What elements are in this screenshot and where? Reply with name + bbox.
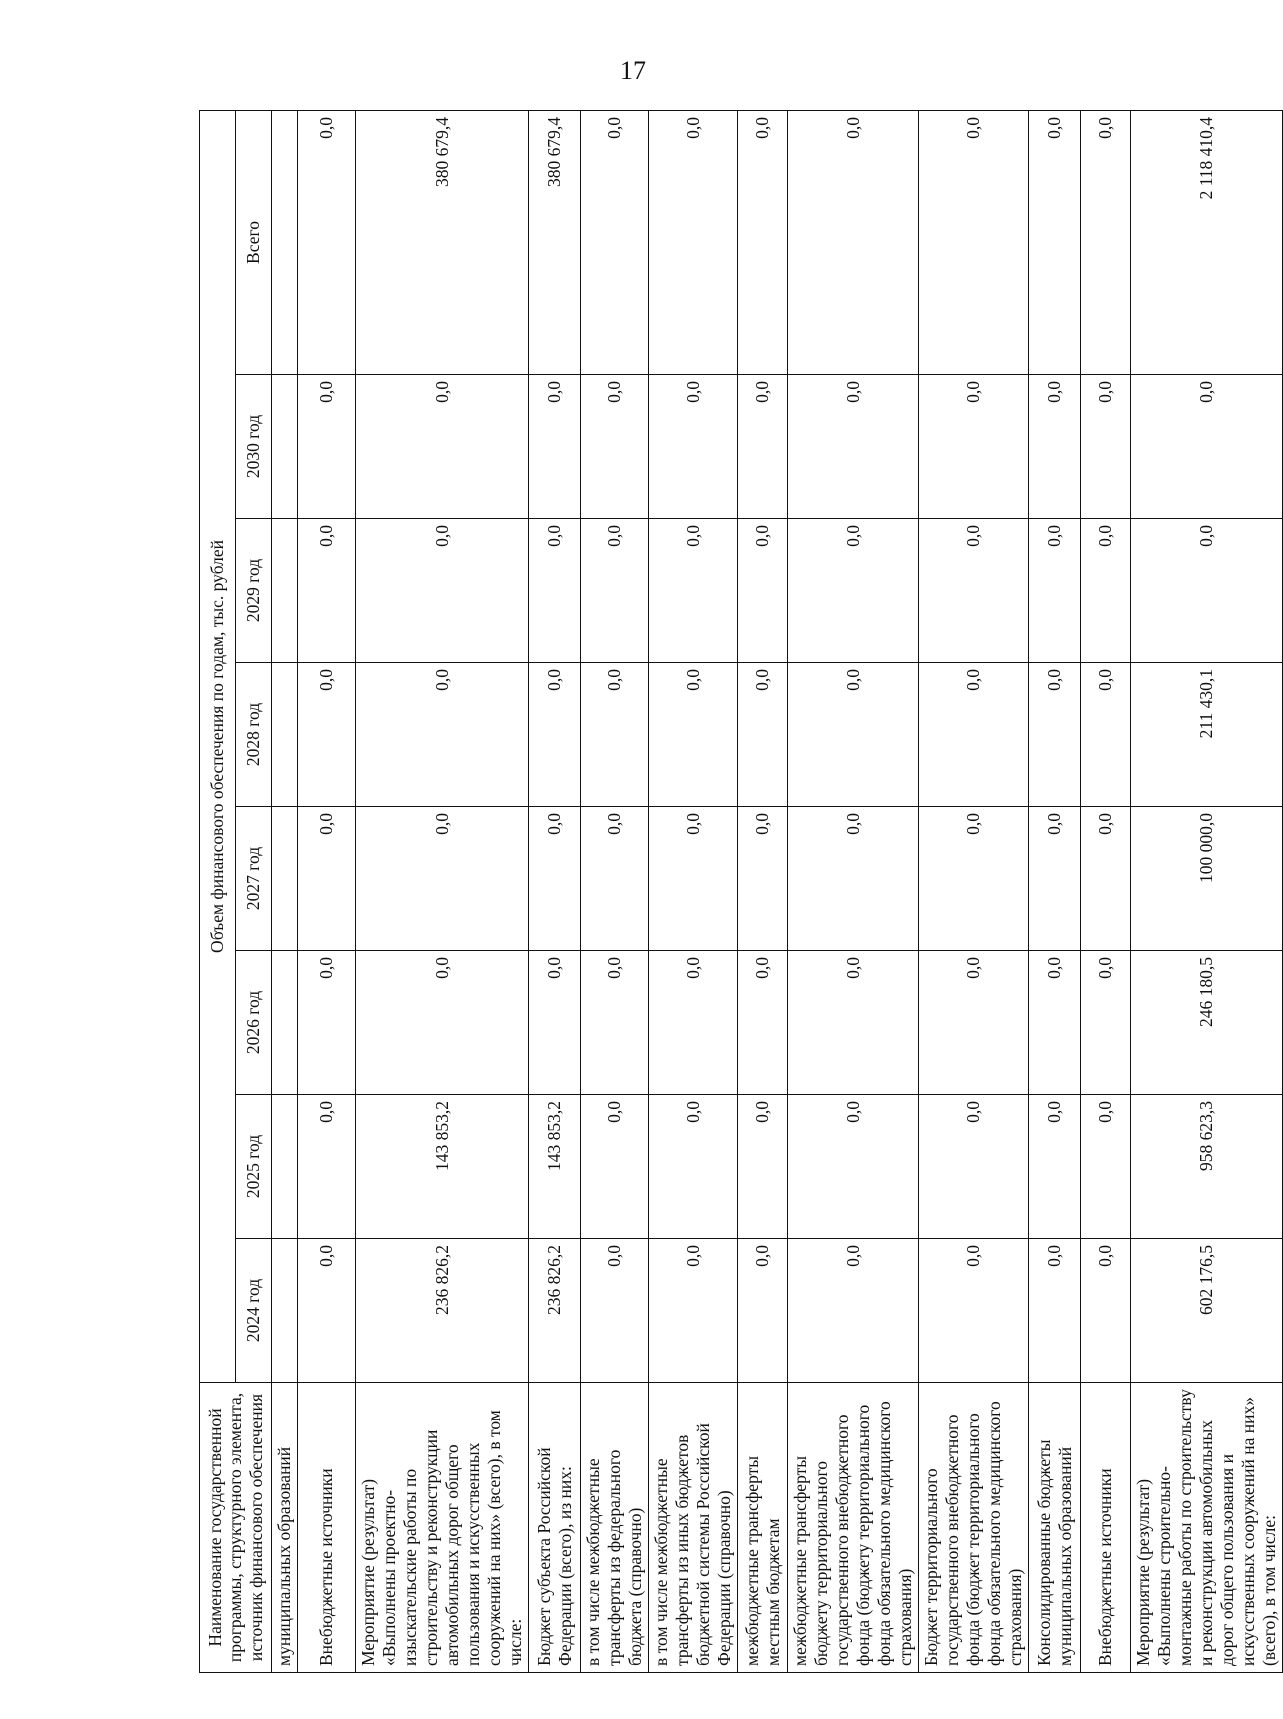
cell-value: 0,0 [1081, 807, 1131, 951]
cell-value: 0,0 [1029, 951, 1081, 1095]
table-row [919, 110, 1029, 1672]
cell-value: 211 430,1 [1131, 663, 1283, 807]
table-row [1029, 110, 1081, 1672]
cell-value: 0,0 [1029, 519, 1081, 663]
table-row [788, 110, 919, 1672]
cell-value: 602 176,5 [1131, 1239, 1283, 1383]
cell-value: 0,0 [788, 807, 919, 951]
header-name: Наименование государственной программы, структурного элемента, источник финансового обеспечения [200, 1383, 272, 1673]
cell-value: 0,0 [1131, 375, 1283, 519]
cell-value: 0,0 [738, 1239, 788, 1383]
cell-value: 0,0 [298, 663, 356, 807]
cell-value: 0,0 [919, 951, 1029, 1095]
cell-value: 0,0 [1081, 663, 1131, 807]
cell-value: 0,0 [356, 951, 529, 1095]
cell-value: 0,0 [298, 1239, 356, 1383]
cell-total: 0,0 [788, 110, 919, 374]
cell-value: 143 853,2 [356, 1095, 529, 1239]
cell-value: 0,0 [356, 807, 529, 951]
cell-value: 0,0 [738, 951, 788, 1095]
cell-value: 0,0 [649, 663, 738, 807]
cell-total: 2 118 410,4 [1131, 110, 1283, 374]
cell-total: 0,0 [581, 110, 649, 374]
cell-total: 380 679,4 [529, 110, 581, 374]
cell-value: 0,0 [649, 951, 738, 1095]
cell-value: 0,0 [581, 807, 649, 951]
cell-value: 0,0 [529, 375, 581, 519]
row-label: межбюджетные трансферты местным бюджетам [738, 1383, 788, 1673]
cell-value: 0,0 [1029, 1239, 1081, 1383]
cell-value [272, 951, 298, 1095]
header-row-group [200, 110, 236, 1672]
row-label: межбюджетные трансферты бюджету территориального государственного внебюджетного фонда (бюджету территориального фонда обязательного медицинского страхования) [788, 1383, 919, 1673]
cell-value: 0,0 [1081, 519, 1131, 663]
header-year: 2027 год [236, 807, 272, 951]
row-label: Мероприятие (результат) «Выполнены строительно-монтажные работы по строительству и реконструкции автомобильных дорог общего пользования и искусственных сооружений на них» (всего), в том числе: [1131, 1383, 1283, 1673]
cell-value: 0,0 [356, 375, 529, 519]
cell-value [272, 1239, 298, 1383]
header-total: Всего [236, 110, 272, 374]
table-row [356, 110, 529, 1672]
table-row [272, 110, 298, 1672]
table-row [298, 110, 356, 1672]
cell-value: 0,0 [649, 1095, 738, 1239]
cell-value: 0,0 [298, 375, 356, 519]
cell-value: 0,0 [529, 951, 581, 1095]
table-row [1081, 110, 1131, 1672]
cell-value: 246 180,5 [1131, 951, 1283, 1095]
cell-value: 0,0 [738, 807, 788, 951]
cell-total: 0,0 [919, 110, 1029, 374]
row-label: в том числе межбюджетные трансферты из иных бюджетов бюджетной системы Российской Федерации (справочно) [649, 1383, 738, 1673]
cell-value: 0,0 [1029, 1095, 1081, 1239]
header-year: 2026 год [236, 951, 272, 1095]
row-label: Консолидированные бюджеты муниципальных образований [1029, 1383, 1081, 1673]
row-label: Внебюджетные источники [298, 1383, 356, 1673]
cell-value: 0,0 [529, 807, 581, 951]
header-year: 2030 год [236, 375, 272, 519]
rotated-table-wrapper [199, 111, 1279, 1673]
cell-value: 0,0 [581, 1095, 649, 1239]
cell-value: 0,0 [788, 1095, 919, 1239]
cell-value: 0,0 [298, 519, 356, 663]
header-group: Объем финансового обеспечения по годам, тыс. рублей [200, 110, 236, 1382]
cell-value [272, 519, 298, 663]
cell-value [272, 375, 298, 519]
cell-value: 0,0 [1029, 807, 1081, 951]
cell-value: 0,0 [581, 951, 649, 1095]
cell-value: 0,0 [649, 519, 738, 663]
cell-value: 0,0 [298, 951, 356, 1095]
row-label: Бюджет субъекта Российской Федерации (всего), из них: [529, 1383, 581, 1673]
cell-value: 0,0 [1081, 951, 1131, 1095]
cell-value: 0,0 [1081, 1239, 1131, 1383]
cell-value: 0,0 [529, 663, 581, 807]
cell-value: 0,0 [788, 663, 919, 807]
cell-value: 0,0 [1029, 663, 1081, 807]
cell-value [272, 663, 298, 807]
cell-value: 0,0 [298, 1095, 356, 1239]
row-label: Внебюджетные источники [1081, 1383, 1131, 1673]
cell-value: 0,0 [649, 807, 738, 951]
cell-value: 0,0 [356, 519, 529, 663]
cell-total: 0,0 [649, 110, 738, 374]
cell-value: 100 000,0 [1131, 807, 1283, 951]
cell-value: 0,0 [919, 1095, 1029, 1239]
cell-value: 0,0 [788, 519, 919, 663]
row-label: муниципальных образований [272, 1383, 298, 1673]
row-label: в том числе межбюджетные трансферты из федерального бюджета (справочно) [581, 1383, 649, 1673]
table-body [272, 110, 1283, 1672]
cell-total: 0,0 [1029, 110, 1081, 374]
cell-value: 0,0 [738, 663, 788, 807]
cell-total: 0,0 [1081, 110, 1131, 374]
cell-value: 0,0 [919, 663, 1029, 807]
cell-value: 0,0 [581, 519, 649, 663]
cell-value: 0,0 [919, 807, 1029, 951]
cell-value: 0,0 [738, 519, 788, 663]
cell-value: 0,0 [649, 1239, 738, 1383]
table-row [529, 110, 581, 1672]
cell-value: 0,0 [649, 375, 738, 519]
cell-value: 236 826,2 [356, 1239, 529, 1383]
cell-total [272, 110, 298, 374]
cell-value: 958 623,3 [1131, 1095, 1283, 1239]
cell-total: 0,0 [738, 110, 788, 374]
cell-value: 0,0 [581, 663, 649, 807]
cell-value: 0,0 [581, 1239, 649, 1383]
cell-value: 236 826,2 [529, 1239, 581, 1383]
cell-value: 0,0 [788, 375, 919, 519]
cell-value: 0,0 [581, 375, 649, 519]
cell-value: 0,0 [1029, 375, 1081, 519]
row-label: Мероприятие (результат) «Выполнены проектно-изыскательские работы по строительству и реконструкции автомобильных дорог общего пользования и искусственных сооружений на них» (всего), в том числе: [356, 1383, 529, 1673]
cell-value: 0,0 [738, 1095, 788, 1239]
cell-value: 143 853,2 [529, 1095, 581, 1239]
cell-value: 0,0 [298, 807, 356, 951]
cell-value: 0,0 [356, 663, 529, 807]
header-year: 2028 год [236, 663, 272, 807]
cell-value: 0,0 [919, 519, 1029, 663]
cell-total: 0,0 [298, 110, 356, 374]
cell-value: 0,0 [1081, 1095, 1131, 1239]
cell-value [272, 1095, 298, 1239]
cell-value: 0,0 [919, 375, 1029, 519]
cell-value: 0,0 [788, 1239, 919, 1383]
table-row [581, 110, 649, 1672]
cell-total: 380 679,4 [356, 110, 529, 374]
cell-value: 0,0 [1131, 519, 1283, 663]
cell-value: 0,0 [788, 951, 919, 1095]
cell-value: 0,0 [529, 519, 581, 663]
row-label: Бюджет территориального государственного внебюджетного фонда (бюджет территориального фонда обязательного медицинского страхования) [919, 1383, 1029, 1673]
cell-value: 0,0 [738, 375, 788, 519]
cell-value: 0,0 [919, 1239, 1029, 1383]
cell-value: 0,0 [1081, 375, 1131, 519]
table-row [738, 110, 788, 1672]
table-row [649, 110, 738, 1672]
page-number: 17 [620, 56, 646, 85]
table-row [1131, 110, 1283, 1672]
cell-value [272, 807, 298, 951]
header-year: 2024 год [236, 1239, 272, 1383]
header-year: 2025 год [236, 1095, 272, 1239]
financing-table [199, 110, 1283, 1673]
header-year: 2029 год [236, 519, 272, 663]
